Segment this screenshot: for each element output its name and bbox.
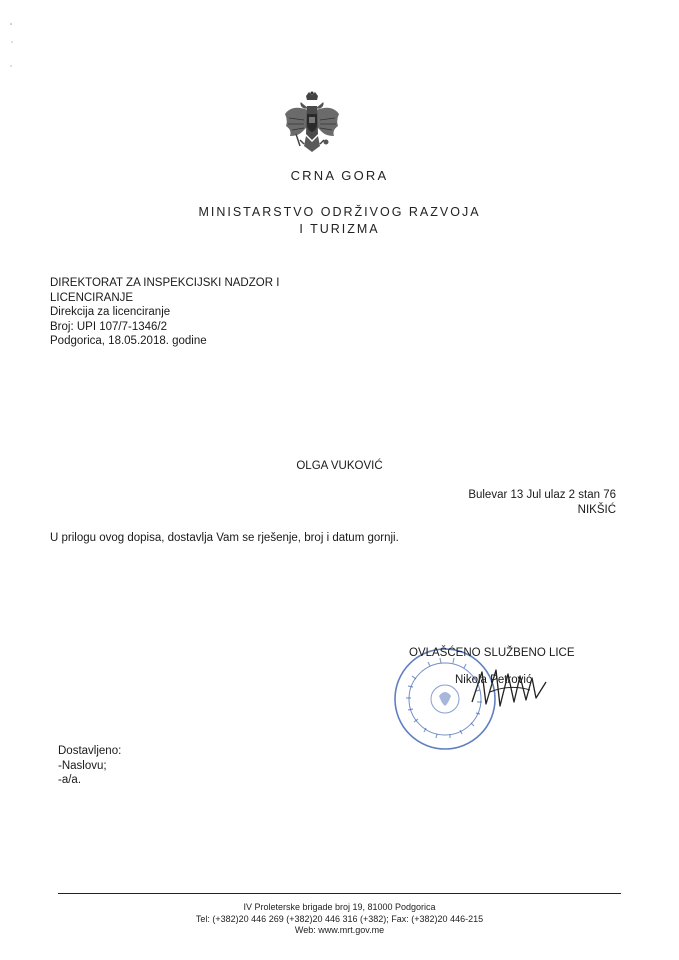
recipient-street: Bulevar 13 Jul ulaz 2 stan 76 <box>468 489 616 501</box>
footer <box>0 902 679 937</box>
signatory-name: Nikola Petrović <box>455 674 532 686</box>
reference-number: Broj: UPI 107/7-1346/2 <box>50 320 167 333</box>
recipient-name: OLGA VUKOVIĆ <box>296 460 383 472</box>
footer-address: IV Proleterske brigade broj 19, 81000 Podgorica <box>243 902 436 912</box>
recipient-address-block <box>468 488 616 517</box>
delivery-item: -a/a. <box>58 774 82 786</box>
scan-margin-marks <box>8 20 16 80</box>
sender-block <box>50 276 279 349</box>
footer-website: Web: www.mrt.gov.me <box>294 925 385 935</box>
montenegro-coat-of-arms-icon <box>282 90 342 162</box>
footer-phones: Tel: (+382)20 446 269 (+382)20 446 316 (+382); Fax: (+382)20 446-215 <box>195 913 484 924</box>
handwritten-signature-icon <box>470 662 550 712</box>
place-and-date: Podgorica, 18.05.2018. godine <box>50 335 207 347</box>
sender-directorate-unit: Direkcija za licenciranje <box>50 306 171 318</box>
footer-divider <box>58 893 621 894</box>
country-name: CRNA GORA <box>290 168 389 183</box>
delivery-list <box>58 744 121 788</box>
recipient-city: NIKŠIĆ <box>577 503 616 516</box>
ministry-line-2: I TURIZMA <box>299 222 380 236</box>
delivery-item: -Naslovu; <box>58 759 107 772</box>
sender-directorate-cont: LICENCIRANJE <box>50 291 134 304</box>
sender-directorate: DIREKTORAT ZA INSPEKCIJSKI NADZOR I <box>50 277 280 289</box>
ministry-name <box>0 204 679 238</box>
ministry-line-1: MINISTARSTVO ODRŽIVOG RAZVOJA <box>198 205 481 219</box>
signatory-title: OVLAŠĆENO SLUŽBENO LICE <box>409 647 575 659</box>
delivery-heading: Dostavljeno: <box>58 745 122 757</box>
letter-body: U prilogu ovog dopisa, dostavlja Vam se rješenje, broj i datum gornji. <box>50 532 399 544</box>
